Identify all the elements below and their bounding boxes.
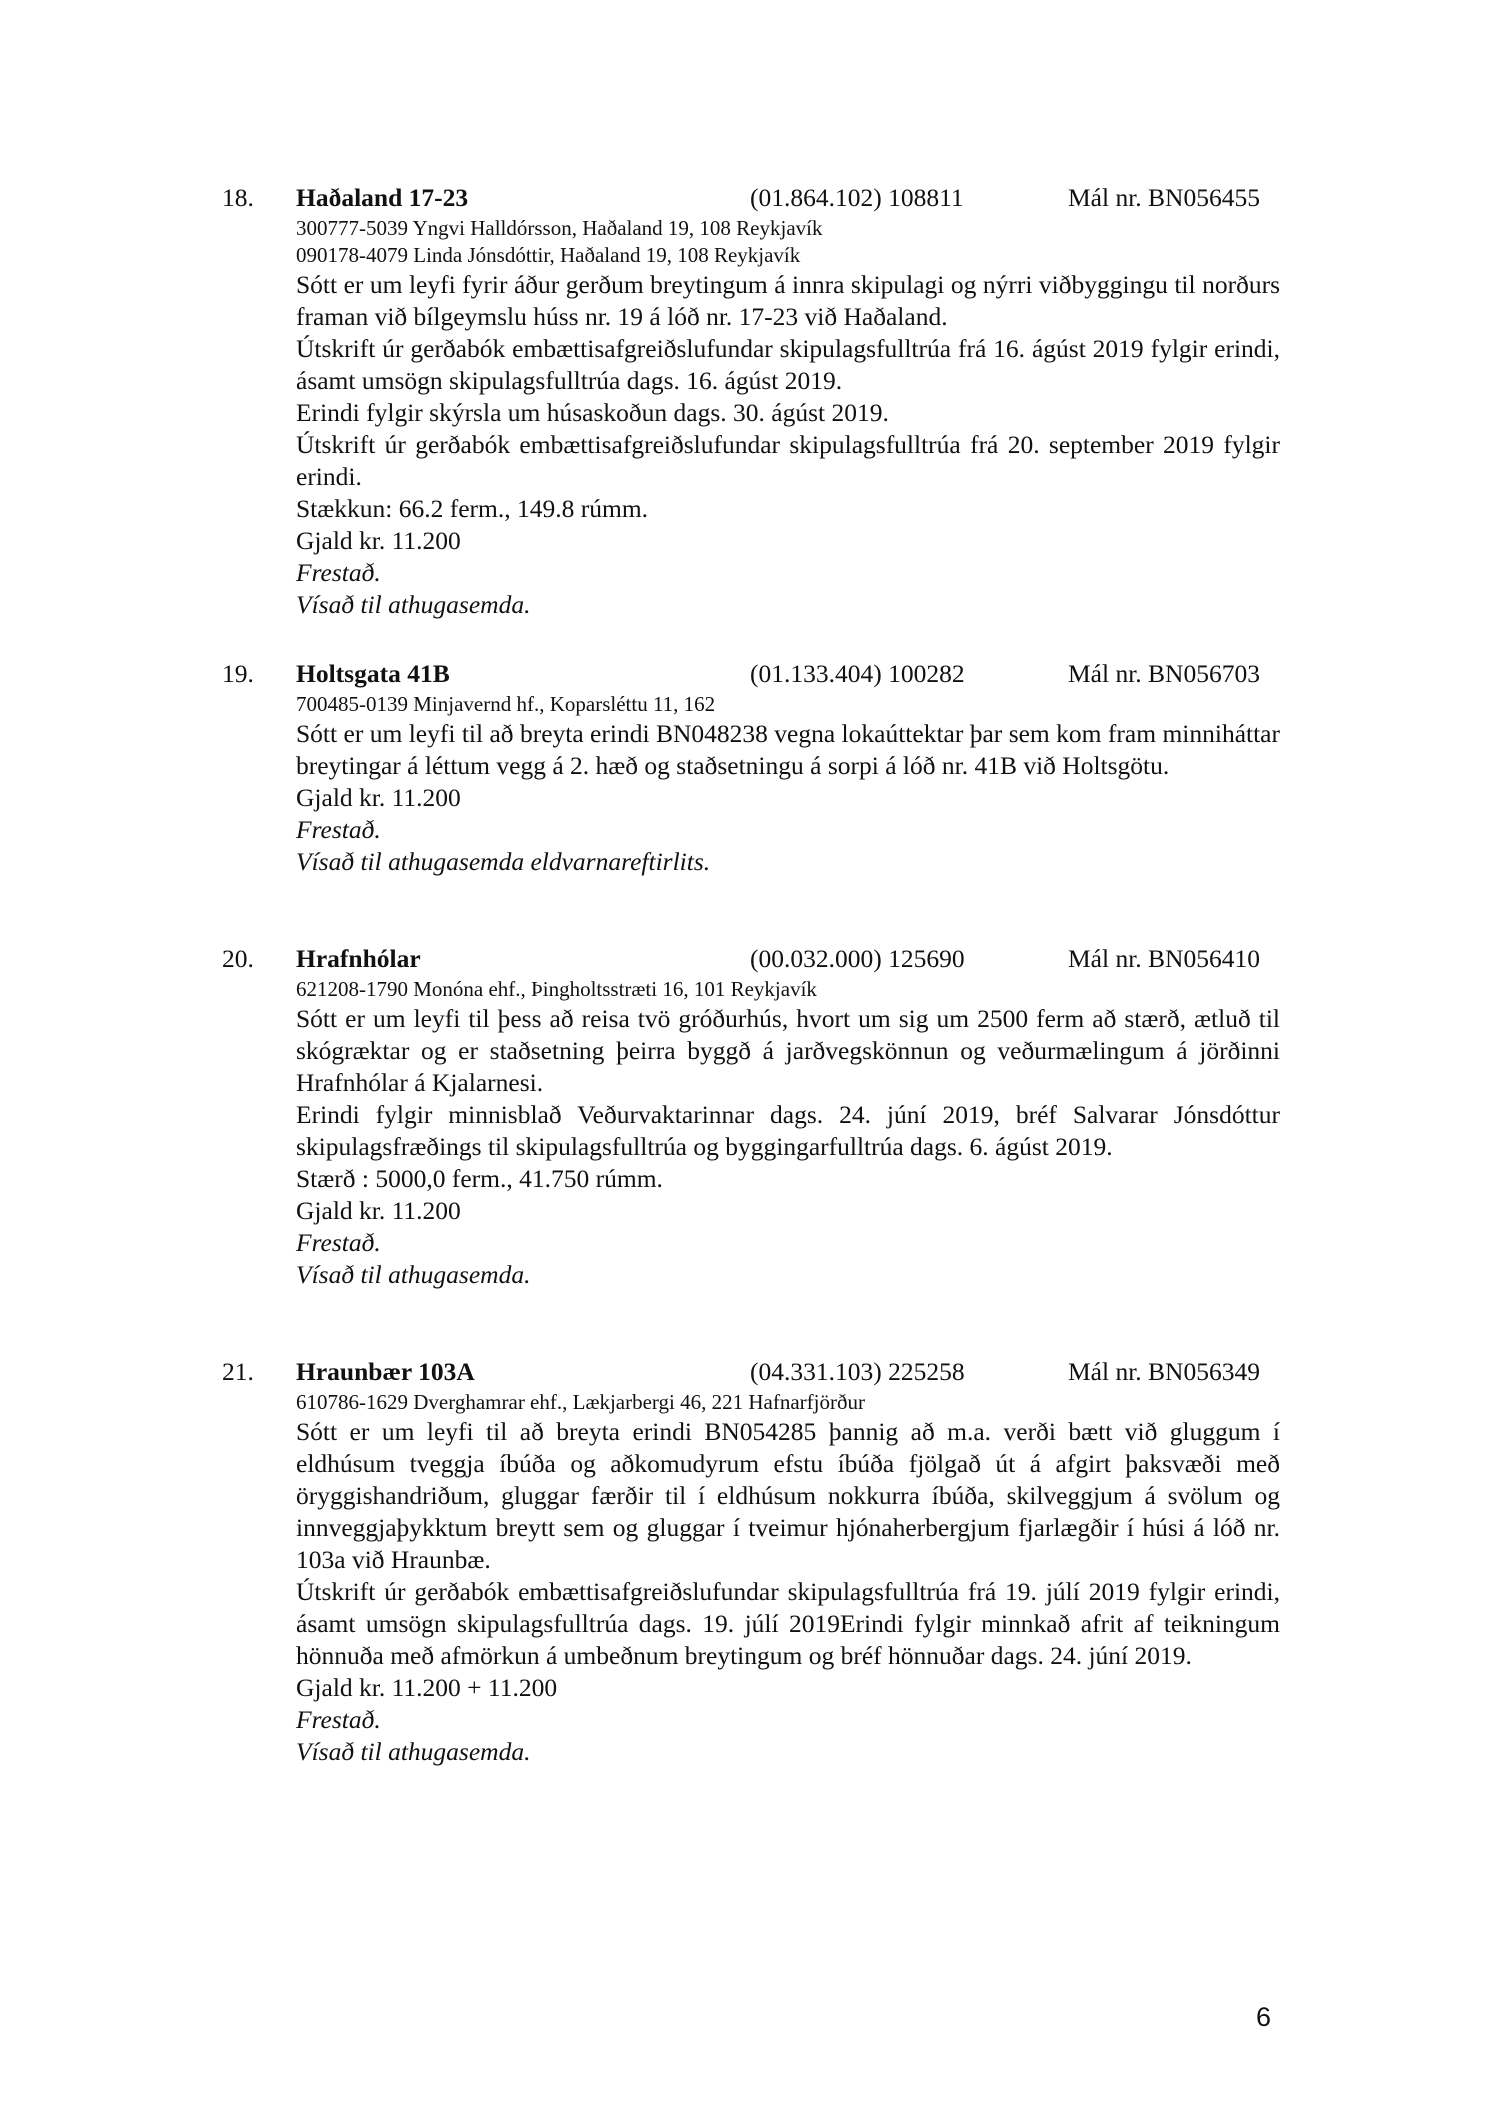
item-number: 21. — [222, 1357, 254, 1386]
item-header — [222, 942, 1280, 976]
item-decision: Frestað. — [296, 1228, 381, 1257]
item-plot-id: (01.864.102) 108811 — [750, 183, 964, 212]
item-address: Haðaland 17-23 — [296, 183, 469, 212]
applicant: 300777-5039 Yngvi Halldórsson, Haðaland 19, 108 Reykjavík — [296, 216, 823, 240]
item-fee: Gjald kr. 11.200 — [296, 526, 461, 555]
item-paragraph: Sótt er um leyfi fyrir áður gerðum breytingum á innra skipulagi og nýrri viðbyggingu til norðurs framan við bílgeymslu húss nr. 19 á lóð nr. 17-23 við Haðaland. — [296, 270, 1280, 331]
item-decision: Frestað. — [296, 815, 381, 844]
item-fee: Gjald kr. 11.200 — [296, 783, 461, 812]
item-plot-id: (00.032.000) 125690 — [750, 944, 965, 973]
item-body — [296, 976, 1280, 1291]
agenda-item-19 — [222, 657, 1280, 878]
item-paragraph: Útskrift úr gerðabók embættisafgreiðslufundar skipulagsfulltrúa frá 19. júlí 2019 fylgir erindi, ásamt umsögn skipulagsfulltrúa dags. 19. júlí 2019Erindi fylgir minnkað afrit af teikningum hönnuða með afmörkun á umbeðnum breytingum og bréf hönnuðar dags. 24. júní 2019. — [296, 1577, 1280, 1670]
item-body — [296, 215, 1280, 621]
applicant: 700485-0139 Minjavernd hf., Koparsléttu 11, 162 — [296, 692, 716, 716]
item-case-number: Mál nr. BN056349 — [1068, 1357, 1260, 1386]
item-address: Hrafnhólar — [296, 944, 421, 973]
item-size: Stækkun: 66.2 ferm., 149.8 rúmm. — [296, 494, 649, 523]
item-decision: Frestað. — [296, 558, 381, 587]
item-fee: Gjald kr. 11.200 — [296, 1196, 461, 1225]
applicant: 610786-1629 Dverghamrar ehf., Lækjarbergi 46, 221 Hafnarfjörður — [296, 1390, 865, 1414]
item-size: Stærð : 5000,0 ferm., 41.750 rúmm. — [296, 1164, 663, 1193]
item-paragraph: Sótt er um leyfi til að breyta erindi BN054285 þannig að m.a. verði bætt við gluggum í eldhúsum tveggja íbúða og aðkomudyrum efstu íbúða fjölgað út á afgirt þaksvæði með öryggishandriðum, gluggar færðir til í eldhúsum nokkurra íbúða, skilveggjum á svölum og innveggjaþykktum breytt sem og gluggar í tveimur hjónaherbergjum fjarlægðir í húsi á lóð nr. 103a við Hraunbæ. — [296, 1417, 1280, 1574]
item-body — [296, 1389, 1280, 1768]
item-paragraph: Sótt er um leyfi til að breyta erindi BN048238 vegna lokaúttektar þar sem kom fram minniháttar breytingar á léttum vegg á 2. hæð og staðsetningu á sorpi á lóð nr. 41B við Holtsgötu. — [296, 719, 1280, 780]
item-paragraph: Útskrift úr gerðabók embættisafgreiðslufundar skipulagsfulltrúa frá 20. september 2019 fylgir erindi. — [296, 430, 1280, 491]
item-referral: Vísað til athugasemda. — [296, 1260, 531, 1289]
item-case-number: Mál nr. BN056703 — [1068, 659, 1260, 688]
item-number: 20. — [222, 944, 254, 973]
item-header — [222, 181, 1280, 215]
agenda-item-21 — [222, 1355, 1280, 1768]
item-number: 18. — [222, 183, 254, 212]
item-plot-id: (04.331.103) 225258 — [750, 1357, 965, 1386]
item-address: Holtsgata 41B — [296, 659, 450, 688]
item-header — [222, 657, 1280, 691]
item-paragraph: Erindi fylgir skýrsla um húsaskoðun dags. 30. ágúst 2019. — [296, 398, 889, 427]
item-paragraph: Útskrift úr gerðabók embættisafgreiðslufundar skipulagsfulltrúa frá 16. ágúst 2019 fylgir erindi, ásamt umsögn skipulagsfulltrúa dags. 16. ágúst 2019. — [296, 334, 1280, 395]
item-address: Hraunbær 103A — [296, 1357, 475, 1386]
item-fee: Gjald kr. 11.200 + 11.200 — [296, 1673, 558, 1702]
item-plot-id: (01.133.404) 100282 — [750, 659, 965, 688]
item-paragraph: Erindi fylgir minnisblað Veðurvaktarinnar dags. 24. júní 2019, bréf Salvarar Jónsdóttur skipulagsfræðings til skipulagsfulltrúa og byggingarfulltrúa dags. 6. ágúst 2019. — [296, 1100, 1280, 1161]
agenda-item-18 — [222, 181, 1280, 621]
item-body — [296, 691, 1280, 878]
item-case-number: Mál nr. BN056455 — [1068, 183, 1260, 212]
item-referral: Vísað til athugasemda. — [296, 1737, 531, 1766]
page-number: 6 — [1256, 2002, 1272, 2032]
agenda-item-20 — [222, 942, 1280, 1291]
applicant: 621208-1790 Monóna ehf., Þingholtsstræti 16, 101 Reykjavík — [296, 977, 817, 1001]
item-referral: Vísað til athugasemda eldvarnareftirlits. — [296, 847, 711, 876]
item-decision: Frestað. — [296, 1705, 381, 1734]
item-paragraph: Sótt er um leyfi til þess að reisa tvö gróðurhús, hvort um sig um 2500 ferm að stærð, ætluð til skógræktar og er staðsetning þeirra byggð á jarðvegskönnun og veðurmælingum á jörðinni Hrafnhólar á Kjalarnesi. — [296, 1004, 1280, 1097]
item-number: 19. — [222, 659, 254, 688]
item-referral: Vísað til athugasemda. — [296, 590, 531, 619]
applicant: 090178-4079 Linda Jónsdóttir, Haðaland 19, 108 Reykjavík — [296, 243, 801, 267]
item-case-number: Mál nr. BN056410 — [1068, 944, 1260, 973]
item-header — [222, 1355, 1280, 1389]
